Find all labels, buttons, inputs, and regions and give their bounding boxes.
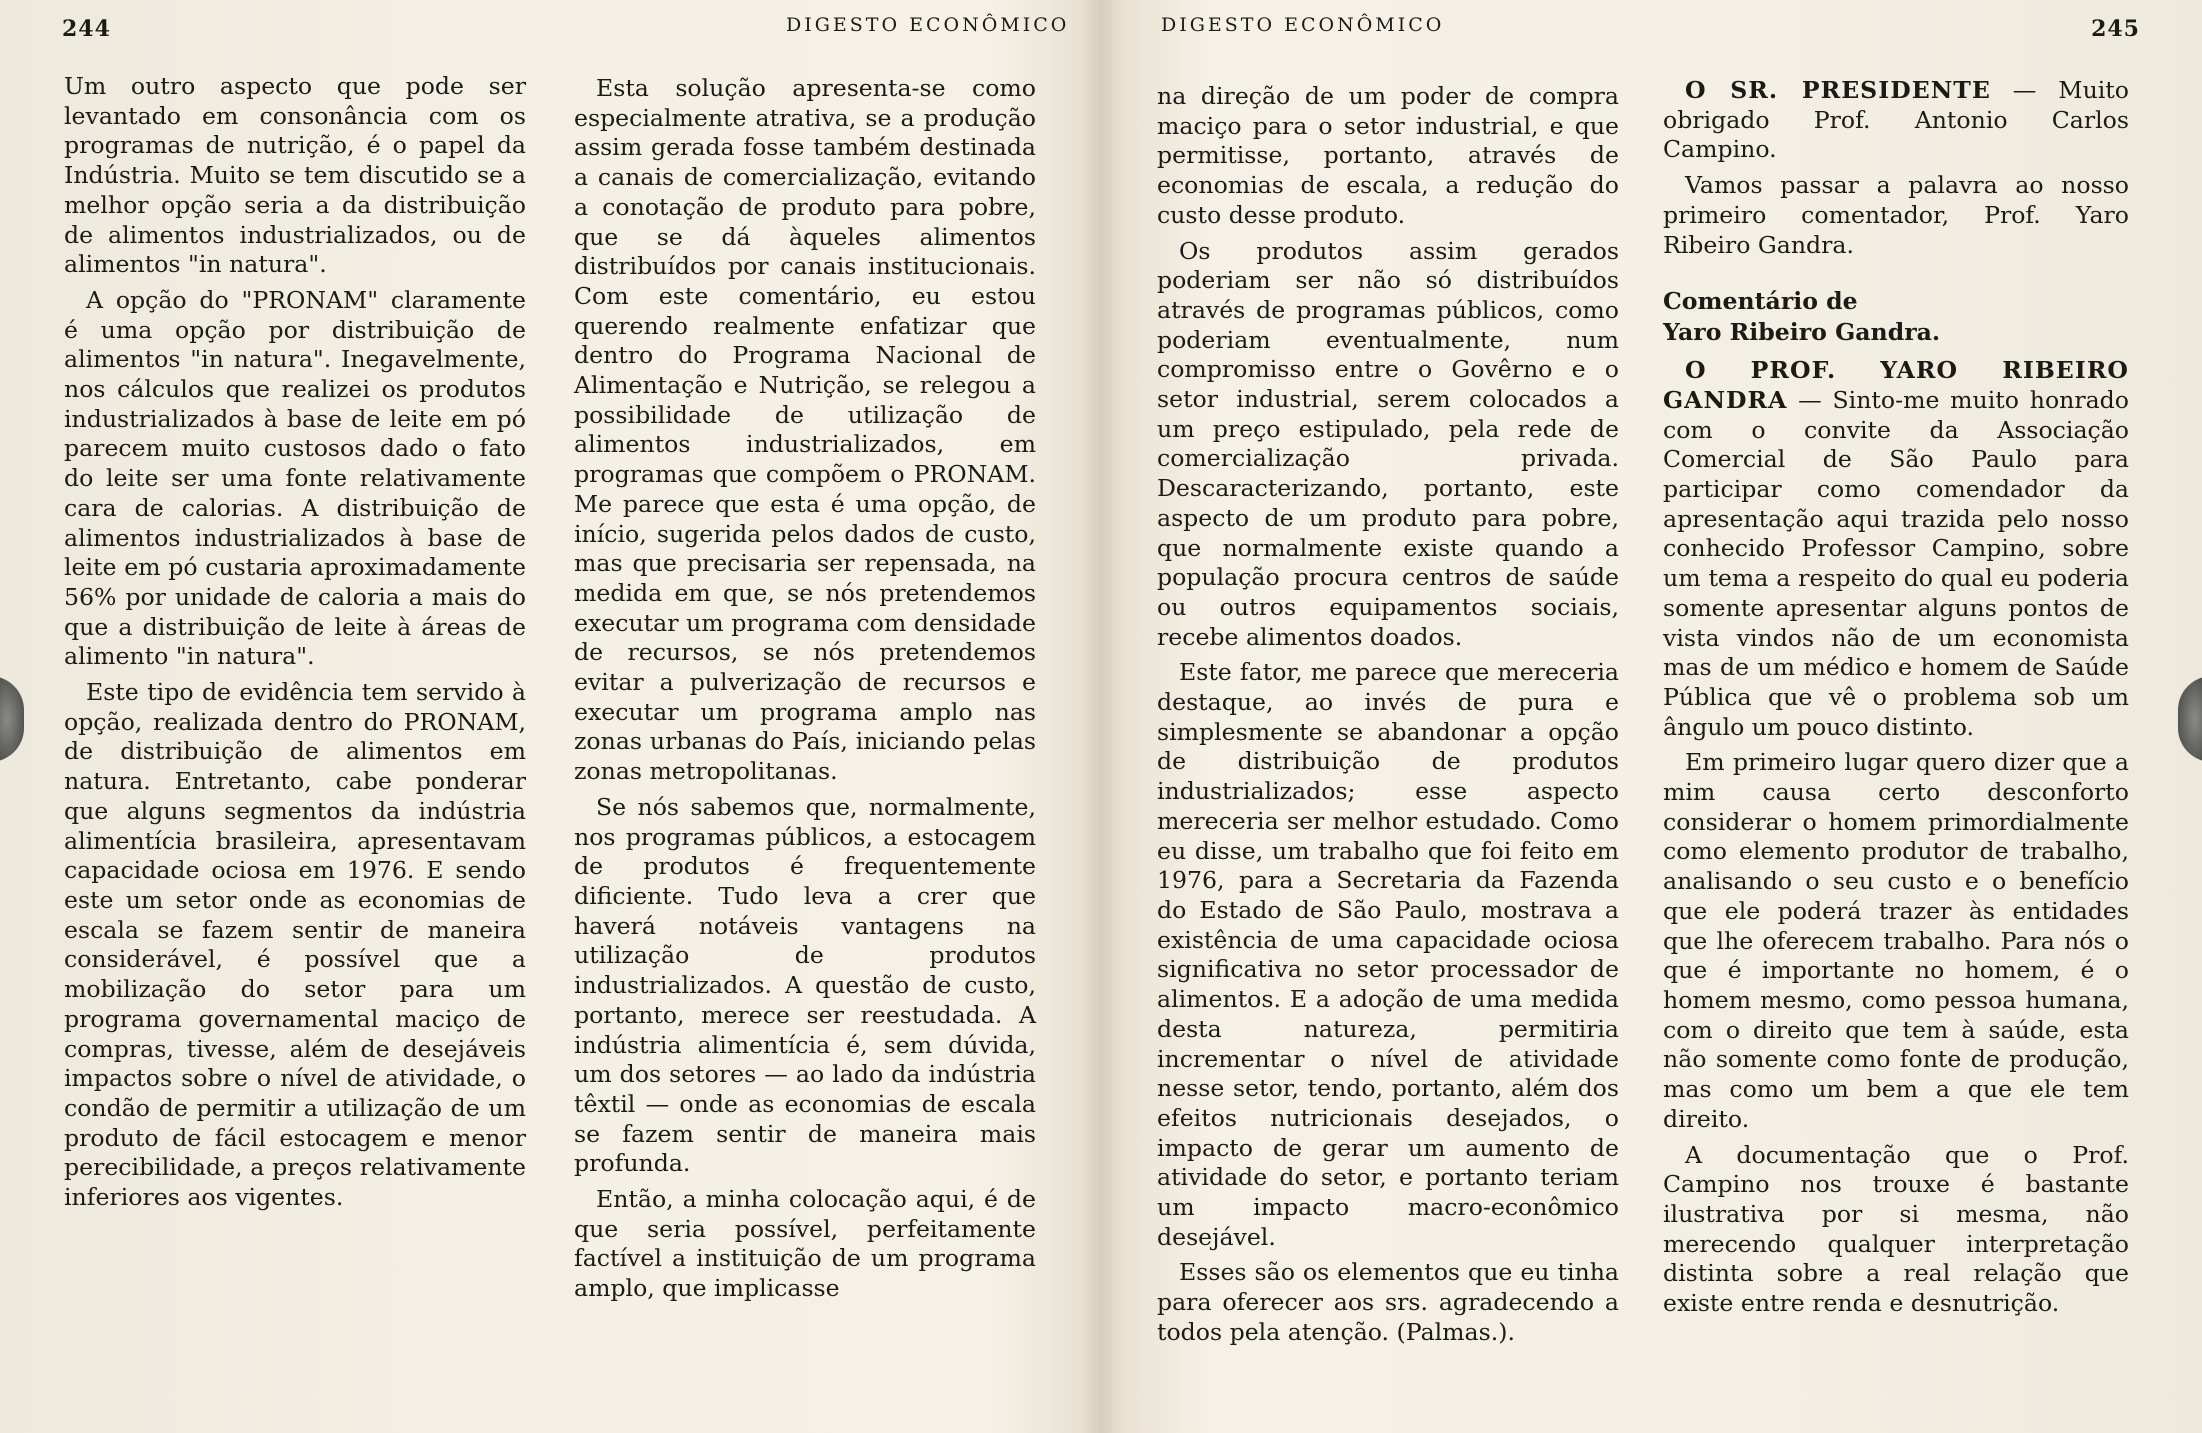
paragraph: Então, a minha colocação aqui, é de que seria possível, perfeitamente factível a instituição de um programa amplo, que implicasse [574,1185,1036,1303]
speech-text: — Sinto-me muito honrado com o convite da Associação Comercial de São Paulo para participar como comendador da apresentação aqui trazida pelo nosso conhecido Professor Campino, sobre um tema a respeito do qual eu poderia somente apresentar alguns pontos de vista vindos não de um economista mas de um médico e homem de Saúde Pública que vê o problema sob um ângulo um pouco distinto. [1663,385,2129,741]
page-number: 244 [62,16,111,42]
paragraph: Este tipo de evidência tem servido à opção, realizada dentro do PRONAM, de distribuição de alimentos em natura. Entretanto, cabe ponderar que alguns segmentos da indústria alimentícia brasileira, apresentavam capacidade ociosa em 1976. E sendo este um setor onde as economias de escala se fazem sentir de maneira considerável, é possível que a mobilização do setor para um programa governamental maciço de compras, tivesse, além de desejáveis impactos sobre o nível de atividade, o condão de permitir a utilização de um produto de fácil estocagem e menor perecibilidade, a preços relativamente inferiores aos vigentes. [64,678,526,1212]
running-head: DIGESTO ECONÔMICO [786,14,1070,36]
paragraph [1663,76,2129,165]
right-page-column-1 [1157,82,1619,1382]
section-heading [1663,286,2129,348]
paragraph: Este fator, me parece que mereceria destaque, ao invés de pura e simplesmente se abandonar a opção de distribuição de produtos industrializados; esse aspecto mereceria ser melhor estudado. Como eu disse, um trabalho que foi feito em 1976, para a Secretaria da Fazenda do Estado de São Paulo, mostrava a existência de uma capacidade ociosa significativa no setor processador de alimentos. E a adoção de uma medida desta natureza, permitiria incrementar o nível de atividade nesse setor, tendo, portanto, além dos efeitos nutricionais desejados, o impacto de gerar um aumento de atividade do setor, e portanto teriam um impacto macro-econômico desejável. [1157,658,1619,1251]
section-heading-line: Comentário de [1663,287,1858,316]
paragraph: na direção de um poder de compra maciço para o setor industrial, e que permitisse, portanto, através de economias de escala, a redução do custo desse produto. [1157,82,1619,229]
left-page-column-2 [574,74,1036,1374]
paragraph [1663,356,2129,742]
left-page-column-1 [64,72,526,1372]
paragraph: Um outro aspecto que pode ser levantado em consonância com os programas de nutrição, é o papel da Indústria. Muito se tem discutido se a melhor opção seria a da distribuição de alimentos industrializados, ou de alimentos "in natura". [64,72,526,279]
paragraph: Em primeiro lugar quero dizer que a mim causa certo desconforto considerar o homem primordialmente como elemento produtor de trabalho, analisando o seu custo e o benefício que ele poderá trazer às entidades que lhe oferecem trabalho. Para nós o que é importante no homem, é o homem mesmo, como pessoa humana, com o direito que tem à saúde, esta não somente como fonte de produção, mas como um bem a que ele tem direito. [1663,748,2129,1133]
paragraph: Vamos passar a palavra ao nosso primeiro comentador, Prof. Yaro Ribeiro Gandra. [1663,171,2129,259]
section-heading-line: Yaro Ribeiro Gandra. [1663,318,1941,347]
speaker-name: O PROF. YARO RIBEIRO GANDRA [1663,356,2129,414]
paragraph: Esta solução apresenta-se como especialmente atrativa, se a produção assim gerada fosse também destinada a canais de comercialização, evitando a conotação de produto para pobre, que se dá àqueles alimentos distribuídos por canais institucionais. Com este comentário, eu estou querendo realmente enfatizar que dentro do Programa Nacional de Alimentação e Nutrição, se relegou a possibilidade de utilização de alimentos industrializados, em programas que compõem o PRONAM. Me parece que esta é uma opção, de início, sugerida pelos dados de custo, mas que precisaria ser repensada, na medida em que, se nós pretendemos executar um programa com densidade de recursos, se nós pretendemos evitar a pulverização de recursos e executar um programa amplo nas zonas urbanas do País, iniciando pelas zonas metropolitanas. [574,74,1036,786]
paragraph: Se nós sabemos que, normalmente, nos programas públicos, a estocagem de produtos é frequentemente dificiente. Tudo leva a crer que haverá notáveis vantagens na utilização de produtos industrializados. A questão de custo, portanto, merece ser reestudada. A indústria alimentícia é, sem dúvida, um dos setores — ao lado da indústria têxtil — onde as economias de escala se fazem sentir de maneira mais profunda. [574,792,1036,1178]
thumb-shadow [2178,676,2202,762]
page-number: 245 [2091,16,2140,42]
right-page-column-2 [1663,76,2129,1376]
speech-text: — Muito obrigado Prof. Antonio Carlos Campino. [1663,76,2129,164]
speaker-name: O SR. PRESIDENTE [1685,76,1991,104]
paragraph: Os produtos assim gerados poderiam ser não só distribuídos através de programas públicos, como poderiam eventualmente, num compromisso entre o Govêrno e o setor industrial, serem colocados a um preço estipulado, pela rede de comercialização privada. Descaracterizando, portanto, este aspecto de um produto para pobre, que normalmente existe quando a população procura centros de saúde ou outros equipamentos sociais, recebe alimentos doados. [1157,236,1619,651]
paragraph: A opção do "PRONAM" claramente é uma opção por distribuição de alimentos "in natura". Inegavelmente, nos cálculos que realizei os produtos industrializados à base de leite em pó parecem muito custosos dado o fato do leite ser uma fonte relativamente cara de calorias. A distribuição de alimentos industrializados à base de leite em pó custaria aproximadamente 56% por unidade de caloria a mais do que a distribuição de leite à áreas de alimento "in natura". [64,285,526,671]
right-page [1101,0,2202,1433]
thumb-shadow [0,676,24,762]
paragraph: Esses são os elementos que eu tinha para oferecer aos srs. agradecendo a todos pela atenção. (Palmas.). [1157,1258,1619,1346]
paragraph: A documentação que o Prof. Campino nos trouxe é bastante ilustrativa por si mesma, não merecendo qualquer interpretação distinta sobre a real relação que existe entre renda e desnutrição. [1663,1140,2129,1318]
running-head: DIGESTO ECONÔMICO [1161,14,1445,36]
